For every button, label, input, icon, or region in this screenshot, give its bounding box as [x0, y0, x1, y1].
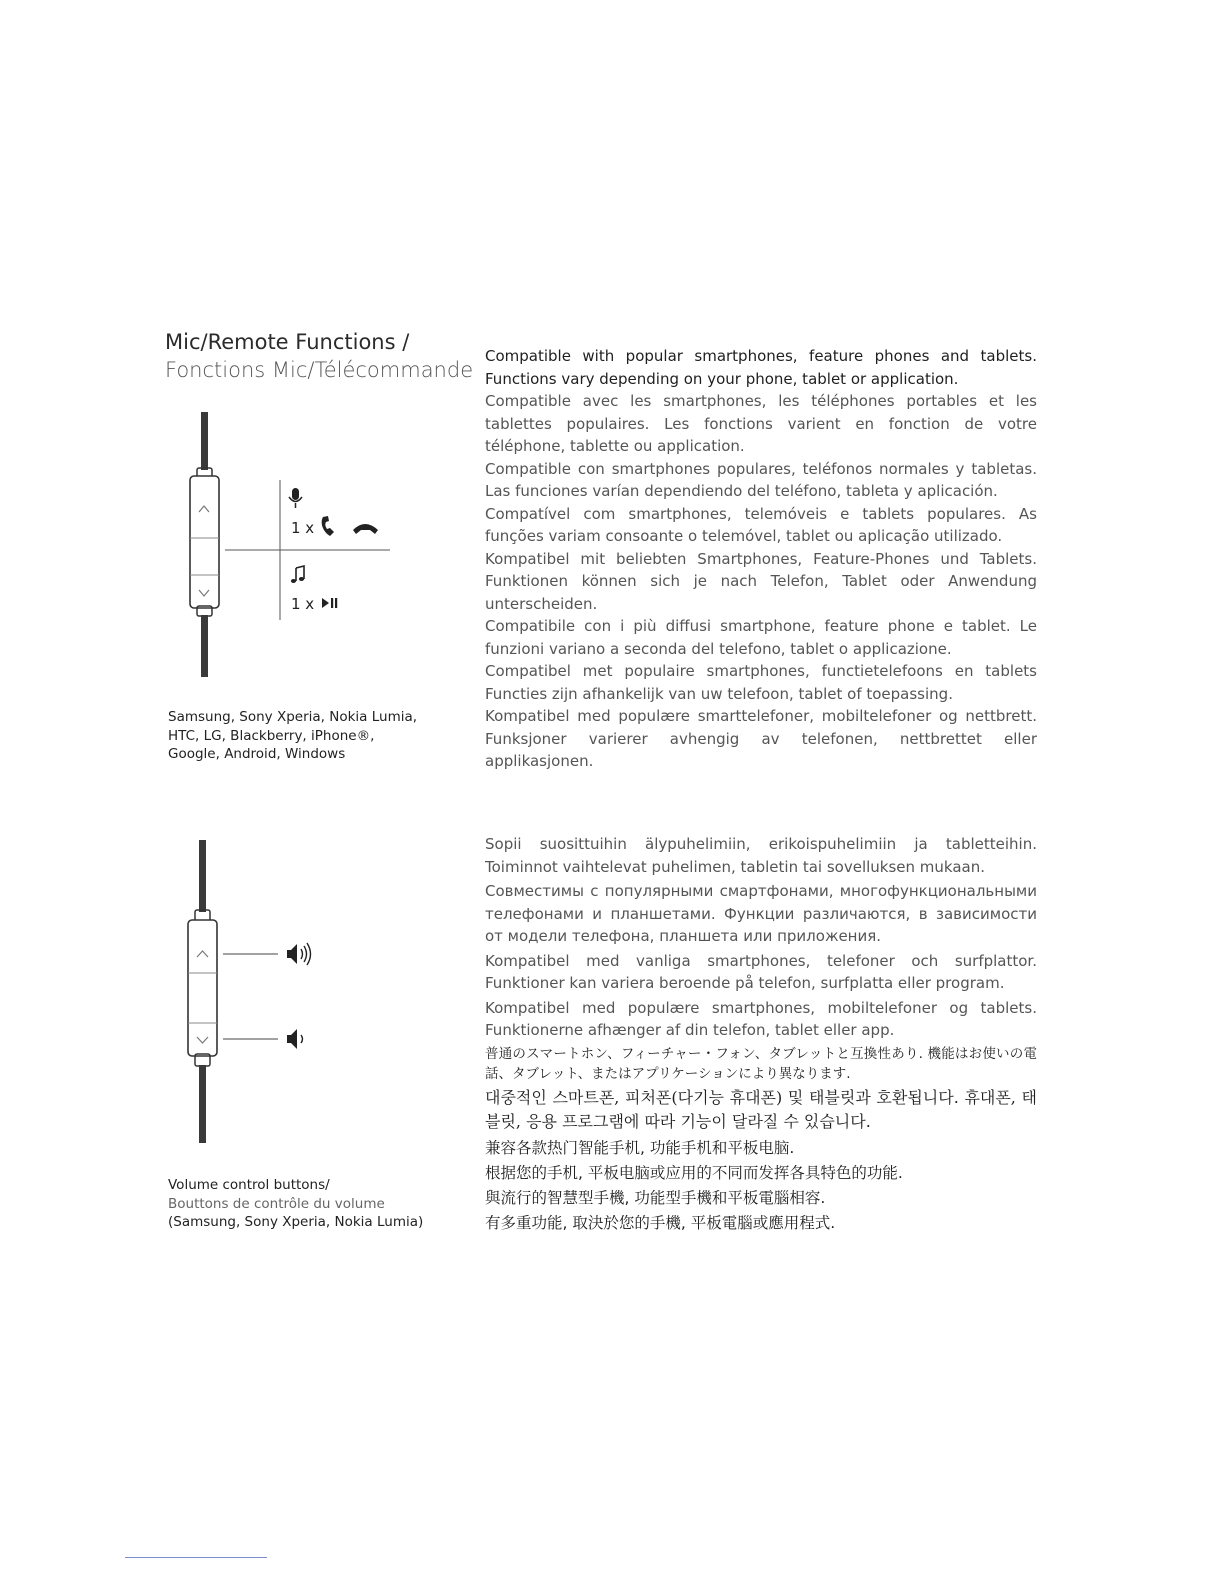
paragraph-english: Compatible with popular smartphones, feature phones and tablets. Functions vary depending on your phone, tablet or application.: [485, 347, 1037, 388]
paragraph-japanese: 普通のスマートホン、フィーチャー・フォン、タブレットと互換性あり. 機能はお使いの電話、タブレット、またはアプリケーションにより異なります.: [485, 1045, 1037, 1082]
paragraph-finnish: Sopii suosittuihin älypuhelimiin, erikoispuhelimiin ja tabletteihin. Toiminnot vaihtelevat puhelimen, tabletin tai sovelluksen mukaan.: [485, 835, 1037, 876]
music-note-icon: [291, 566, 304, 583]
cable-bottom: [199, 1065, 206, 1143]
section-title: Mic/Remote Functions /: [165, 330, 410, 354]
cable-top: [199, 840, 206, 912]
play-pause-icon: [322, 598, 337, 608]
compatible-devices-caption: [168, 708, 417, 764]
volume-up-icon: [287, 943, 311, 965]
microphone-icon: [289, 488, 302, 508]
paragraph-russian: Совместимы с популярными смартфонами, многофункциональными телефонами и планшетами. Функции различаются, в зависимости от модели телефона, планшета или приложения.: [485, 882, 1037, 945]
paragraph-spanish: Compatible con smartphones populares, teléfonos normales y tabletas. Las funciones varían dependiendo del teléfono, tableta y aplicación.: [485, 459, 1037, 500]
paragraph-italian: Compatibile con i più diffusi smartphone, feature phone e tablet. Le funzioni variano a seconda del telefono, tablet o applicazione.: [485, 617, 1037, 658]
paragraph-portuguese: Compatível com smartphones, telemóveis e tablets populares. As funções variam consoante o telemóvel, tablet ou aplicação utilizado.: [485, 504, 1037, 545]
caption-line-french: Bouttons de contrôle du volume: [168, 1195, 385, 1212]
music-press-count: 1 x: [291, 595, 315, 613]
cable-top: [201, 412, 208, 470]
paragraph-danish: Kompatibel med populære smartphones, mobiltelefoner og tablets. Funktionerne afhænger af din telefon, tablet eller app.: [485, 998, 1037, 1039]
compatibility-text-block: [485, 345, 1037, 773]
paragraph-german: Kompatibel mit beliebten Smartphones, Feature-Phones und Tablets. Funktionen können sich je nach Telefon, Tablet oder Anwendung unterscheiden.: [485, 549, 1037, 613]
volume-buttons-diagram: [180, 838, 330, 1148]
caption-line: (Samsung, Sony Xperia, Nokia Lumia): [168, 1214, 424, 1230]
paragraph-chinese-simplified: 根据您的手机, 平板电脑或应用的不同而发挥各具特色的功能.: [485, 1163, 903, 1182]
caption-line: HTC, LG, Blackberry, iPhone®,: [168, 727, 375, 744]
paragraph-korean: 대중적인 스마트폰, 피처폰(다기능 휴대폰) 및 태블릿과 호환됩니다. 휴대폰, 태블릿, 응용 프로그램에 따라 기능이 달라질 수 있습니다.: [485, 1087, 1037, 1131]
remote-body: [188, 920, 217, 1056]
section-title-french: Fonctions Mic/Télécommande: [165, 358, 474, 382]
caption-line: Volume control buttons/: [168, 1177, 330, 1193]
caption-line: Google, Android, Windows: [168, 746, 346, 762]
call-press-count: 1 x: [291, 519, 315, 537]
paragraph-norwegian: Kompatibel med populære smarttelefoner, mobiltelefoner og nettbrett. Funksjoner varierer avhengig av telefonen, nettbrettet eller applikasjonen.: [485, 707, 1037, 770]
cable-bottom: [201, 615, 208, 677]
paragraph-swedish: Kompatibel med vanliga smartphones, telefoner och surfplattor. Funktioner kan variera beroende på telefon, surfplatta eller program.: [485, 951, 1037, 992]
compatibility-text-block-2: [485, 833, 1037, 1236]
volume-down-icon: [287, 1029, 303, 1049]
phone-answer-icon: [322, 516, 334, 536]
footer-rule: [125, 1557, 267, 1558]
paragraph-chinese-traditional: 有多重功能, 取決於您的手機, 平板電腦或應用程式.: [485, 1213, 836, 1232]
paragraph-dutch: Compatibel met populaire smartphones, functietelefoons en tablets Functies zijn afhankelijk van uw telefoon, tablet of toepassing.: [485, 662, 1037, 703]
paragraph-french: Compatible avec les smartphones, les téléphones portables et les tablettes populaires. Les fonctions varient en fonction de votre téléphone, tablette ou application.: [485, 392, 1037, 455]
paragraph-chinese-simplified: 兼容各款热门智能手机, 功能手机和平板电脑.: [485, 1138, 795, 1157]
volume-buttons-caption: [168, 1176, 423, 1232]
caption-line: Samsung, Sony Xperia, Nokia Lumia,: [168, 709, 418, 725]
phone-hangup-icon: [353, 524, 378, 534]
remote-functions-diagram: [180, 410, 410, 685]
remote-body: [190, 476, 219, 608]
paragraph-chinese-traditional: 與流行的智慧型手機, 功能型手機和平板電腦相容.: [485, 1188, 826, 1207]
